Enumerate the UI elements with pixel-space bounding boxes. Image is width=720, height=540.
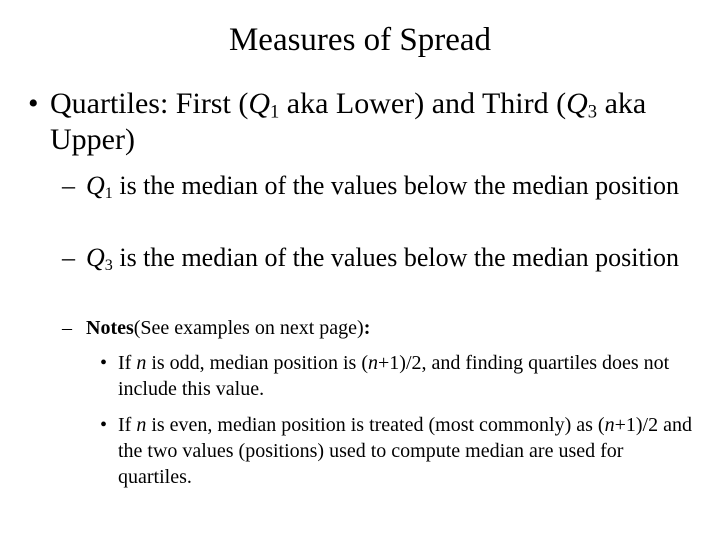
notes-heading (62, 315, 702, 341)
sub-bullet-q3 (62, 242, 682, 274)
notes-heading-text: Notes(See examples on next page): (86, 317, 371, 339)
sub-bullet-q1 (62, 170, 682, 202)
bullet-quartiles (28, 86, 698, 158)
dash-icon: – (62, 171, 75, 200)
bullet-icon: • (100, 414, 108, 436)
sub-bullet-q1-text: $Q_1$ is the median of the values below the median position (86, 171, 679, 203)
note-odd (100, 350, 700, 402)
note-even-text: If n is even, median position is treated (most commonly) as (n+1)/2 and the two values (positions) used to compute median are used for quartiles. (118, 414, 692, 488)
bullet-icon: • (28, 87, 39, 120)
sub-bullet-q3-text: $Q_3$ is the median of the values below the median position (86, 243, 679, 275)
dash-icon: – (62, 243, 75, 272)
bullet-icon: • (100, 352, 108, 374)
dash-icon: – (62, 317, 72, 339)
note-odd-text: If n is odd, median position is (n+1)/2, and finding quartiles does not include this value. (118, 352, 670, 400)
bullet-quartiles-text: Quartiles: First ($Q_1$ aka Lower) and Third ($Q_3$ aka Upper) (50, 87, 647, 156)
slide-title: Measures of Spread (228, 22, 492, 58)
note-even (100, 412, 700, 490)
